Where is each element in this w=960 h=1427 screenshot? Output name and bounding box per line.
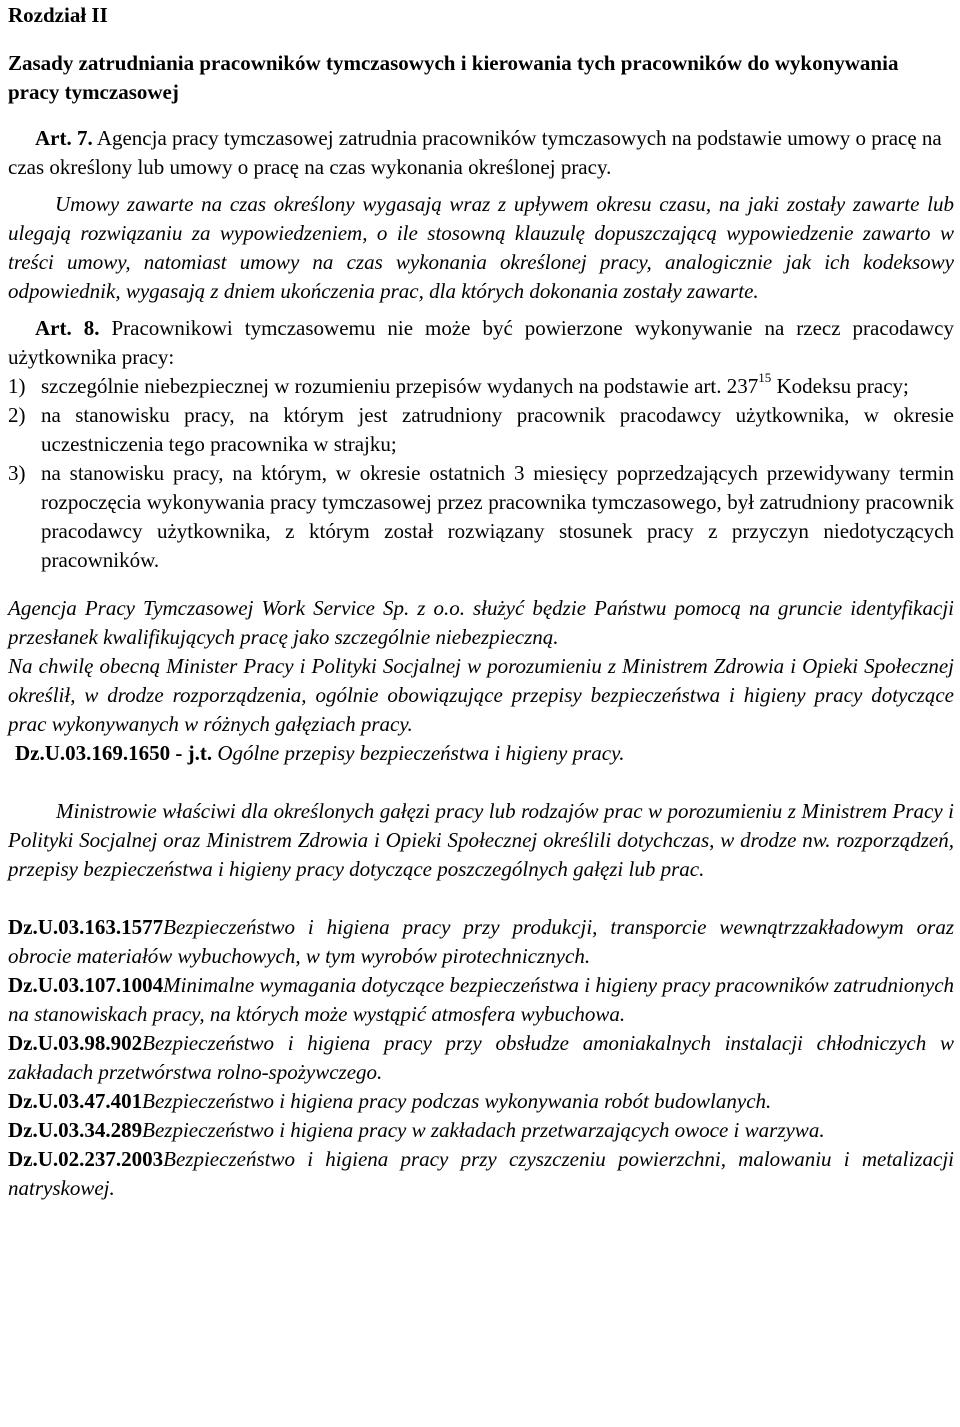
regulation-code: Dz.U.03.34.289 xyxy=(8,1118,143,1142)
regulation-title: Bezpieczeństwo i higiena pracy w zakładach przetwarzających owoce i warzywa. xyxy=(142,1118,825,1142)
regulation-title: Bezpieczeństwo i higiena pracy podczas wykonywania robót budowlanych. xyxy=(142,1089,772,1113)
article-7 xyxy=(8,124,954,182)
regulation-title: Minimalne wymagania dotyczące bezpieczeństwa i higieny pracy pracowników zatrudnionych na stanowiskach pracy, na których może wystąpić atmosfera wybuchowa. xyxy=(8,973,955,1026)
regulation-title: Bezpieczeństwo i higiena pracy przy produkcji, transporcie wewnątrzzakładowym oraz obrocie materiałów wybuchowych, w tym wyrobów pirotechnicznych. xyxy=(8,915,954,968)
list-item-text-tail: Kodeksu pracy; xyxy=(771,374,909,398)
article-8-text: Pracownikowi tymczasowemu nie może być powierzone wykonywanie na rzecz pracodawcy użytkownika pracy: xyxy=(8,316,954,369)
footnote-superscript: 15 xyxy=(758,370,772,385)
agency-note: Agencja Pracy Tymczasowej Work Service Sp. z o.o. służyć będzie Państwu pomocą na gruncie identyfikacji przesłanek kwalifikujących pracę jako szczególnie niebezpieczną. xyxy=(8,596,954,649)
regulation-code: Dz.U.03.163.1577 xyxy=(8,915,164,939)
article-8 xyxy=(8,314,954,372)
list-item-number: 1) xyxy=(8,374,26,398)
regulation-code: Dz.U.02.237.2003 xyxy=(8,1147,164,1171)
list-item-number: 3) xyxy=(8,461,26,485)
ministers-responsible-paragraph: Ministrowie właściwi dla określonych gałęzi pracy lub rodzajów prac w porozumieniu z Ministrem Pracy i Polityki Socjalnej oraz Ministrem Zdrowia i Opieki Społecznej określili dotychczas, w drodze nw. rozporządzeń, przepisy bezpieczeństwa i higieny pracy dotyczące poszczególnych gałęzi lub prac. xyxy=(8,799,954,881)
regulation-title: Bezpieczeństwo i higiena pracy przy czyszczeniu powierzchni, malowaniu i metalizacji natryskowej. xyxy=(8,1147,954,1200)
main-regulation-title: Ogólne przepisy bezpieczeństwa i higieny pracy. xyxy=(212,741,625,765)
list-item-text: na stanowisku pracy, na którym jest zatrudniony pracownik pracodawcy użytkownika, w okresie uczestniczenia tego pracownika w strajku; xyxy=(41,403,954,456)
regulation-code: Dz.U.03.107.1004 xyxy=(8,973,164,997)
article-8-label: Art. 8. xyxy=(35,316,100,340)
regulation-item xyxy=(8,971,954,1029)
main-regulation-code: Dz.U.03.169.1650 - j.t. xyxy=(15,741,213,765)
minister-note: Na chwilę obecną Minister Pracy i Polityki Socjalnej w porozumieniu z Ministrem Zdrowia i Opieki Społecznej określił, w drodze rozporządzenia, ogólnie obowiązujące przepisy bezpieczeństwa i higieny pracy dotyczące prac wykonywanych w różnych gałęziach pracy. xyxy=(8,654,954,736)
main-regulation xyxy=(8,739,954,768)
chapter-heading: Rozdział II xyxy=(8,3,108,27)
regulations-list xyxy=(8,913,954,1203)
list-item xyxy=(8,401,954,459)
list-item xyxy=(8,372,954,401)
list-item-text-main: szczególnie niebezpiecznej w rozumieniu przepisów wydanych na podstawie art. 237 xyxy=(41,374,759,398)
list-item xyxy=(8,459,954,575)
article-8-list xyxy=(8,372,954,575)
regulation-code: Dz.U.03.98.902 xyxy=(8,1031,143,1055)
regulation-title: Bezpieczeństwo i higiena pracy przy obsłudze amoniakalnych instalacji chłodniczych w zakładach przetwórstwa rolno-spożywczego. xyxy=(8,1031,954,1084)
article-7-label: Art. 7. xyxy=(35,126,93,150)
regulation-code: Dz.U.03.47.401 xyxy=(8,1089,143,1113)
regulation-item xyxy=(8,1087,954,1116)
article-7-text: Agencja pracy tymczasowej zatrudnia pracowników tymczasowych na podstawie umowy o pracę na czas określony lub umowy o pracę na czas wykonania określonej pracy. xyxy=(8,126,942,179)
regulation-item xyxy=(8,1145,954,1203)
regulation-item xyxy=(8,913,954,971)
document-page xyxy=(8,0,954,1203)
chapter-title: Zasady zatrudniania pracowników tymczasowych i kierowania tych pracowników do wykonywania pracy tymczasowej xyxy=(8,51,899,104)
list-item-text: na stanowisku pracy, na którym, w okresie ostatnich 3 miesięcy poprzedzających przewidywany termin rozpoczęcia wykonywania pracy tymczasowej przez pracownika tymczasowego, był zatrudniony pracownik pracodawcy użytkownika, z którym został rozwiązany stosunek pracy z przyczyn niedotyczących pracowników. xyxy=(41,461,954,572)
list-item-number: 2) xyxy=(8,403,26,427)
regulation-item xyxy=(8,1029,954,1087)
article-7-commentary: Umowy zawarte na czas określony wygasają wraz z upływem okresu czasu, na jaki zostały zawarte lub ulegają rozwiązaniu za wypowiedzeniem, o ile stosowną klauzulę dopuszczającą wypowiedzenie zawarto w treści umowy, natomiast umowy na czas wykonania określonej pracy, analogicznie jak ich kodeksowy odpowiednik, wygasają z dniem ukończenia prac, dla których dokonania zostały zawarte. xyxy=(8,192,954,303)
list-item-text xyxy=(41,372,954,401)
regulation-item xyxy=(8,1116,954,1145)
